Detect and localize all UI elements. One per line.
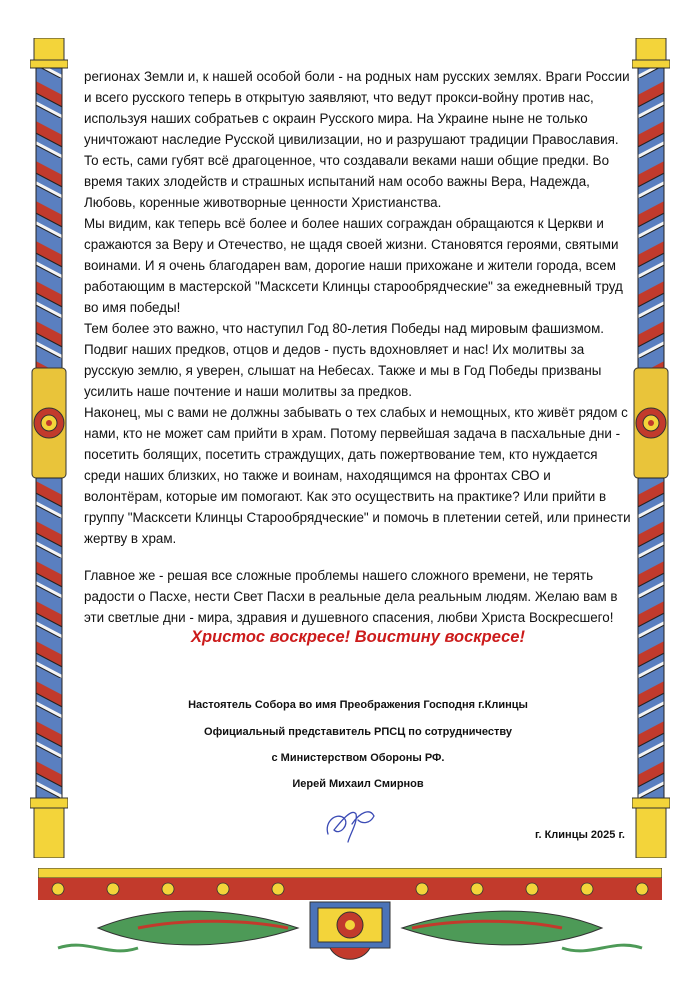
place-and-date: г. Клинцы 2025 г. (535, 829, 625, 841)
signatory-role: Официальный представитель РПСЦ по сотрудничеству (204, 726, 512, 738)
letter-paragraph: Главное же - решая все сложные проблемы нашего сложного времени, не терять радости о Пасхе, нести Свет Пасхи в реальные дела реальным людям. Желаю вам в эти светлые дни - мира, здравия и душевного спасения, любви Христа Воскресшего! (84, 568, 618, 625)
signatory-title: Настоятель Собора во имя Преображения Господня г.Клинцы (188, 699, 528, 711)
handwritten-signature (322, 800, 378, 846)
right-ornamental-column (632, 38, 670, 858)
bottom-floral-ornament (38, 868, 662, 970)
letter-paragraph: Наконец, мы с вами не должны забывать о тех слабых и немощных, кто живёт рядом с нами, кто не может сам прийти в храм. Потому первейшая задача в пасхальные дни - посетить болящих, посетить страждущих, дать пожертвование тем, кто нуждается среди наших близких, но также и воинам, находящимся на фронтах СВО и волонтёрам, которые им помогают. Как это осуществить на практике? Или прийти в группу "Масксети Клинцы Старообрядческие" и помочь в плетении сетей, или принести жертву в храм. (84, 405, 631, 546)
signatory-role-continued: с Министерством Обороны РФ. (271, 752, 445, 764)
letter-paragraph: Мы видим, как теперь всё более и более наших сограждан обращаются к Церкви и сражаются за Веру и Отечество, не щадя своей жизни. Становятся героями, святыми воинами. И я очень благодарен вам, дорогие наши прихожане и жители города, всем работающим в мастерской "Масксети Клинцы старообрядческие" за ежедневный труд во имя победы! (84, 216, 623, 315)
signatory-name: Иерей Михаил Смирнов (292, 778, 424, 790)
easter-greeting: Христос воскресе! Воистину воскресе! (191, 628, 525, 646)
left-ornamental-column (30, 38, 68, 858)
letter-body (84, 66, 632, 628)
letter-paragraph: Тем более это важно, что наступил Год 80-летия Победы над мировым фашизмом. Подвиг наших предков, отцов и дедов - пусть вдохновляет и нас! Их молитвы за русскую землю, я уверен, слышат на Небесах. Также и мы в Год Победы призваны усилить наше почтение и наши молитвы за предков. (84, 321, 605, 399)
letter-paragraph: регионах Земли и, к нашей особой боли - на родных нам русских землях. Враги России и всего русского теперь в открытую заявляют, что ведут прокси-войну против нас, используя наших собратьев с окраин Русского мира. На Украине ныне не только уничтожают наследие Русской цивилизации, но и разрушают традиции Православия. То есть, сами губят всё драгоценное, что создавали веками наши общие предки. Во время таких злодейств и страшных испытаний нам особо важны Вера, Надежда, Любовь, коренные животворные ценности Христианства. (84, 69, 630, 210)
